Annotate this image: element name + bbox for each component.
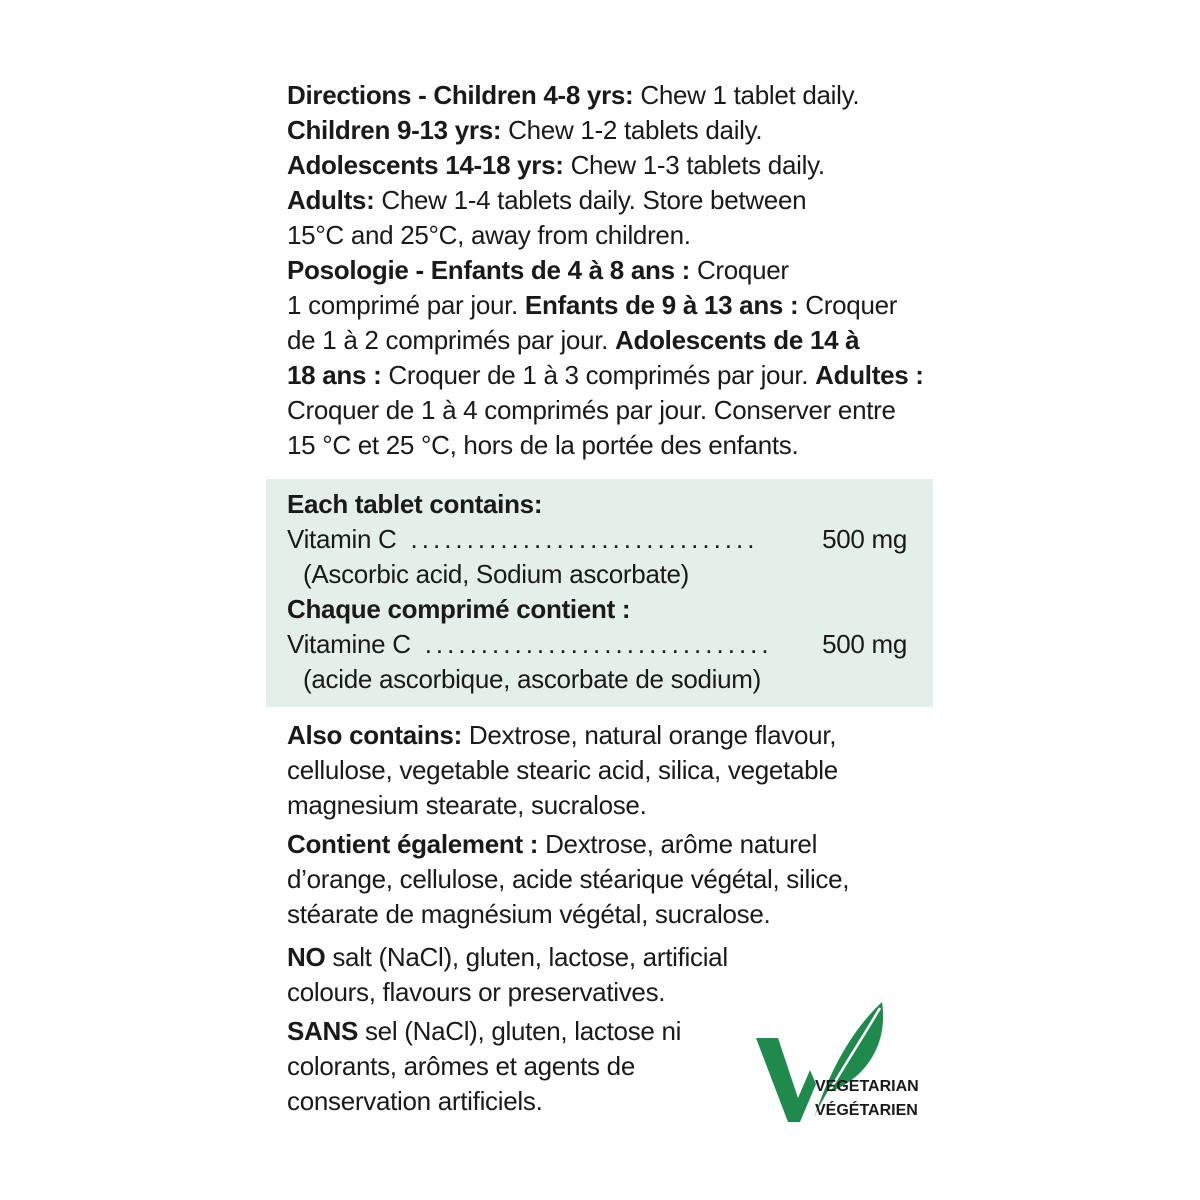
directions-adults-label: Adults: bbox=[287, 185, 375, 215]
ingredients-fr-heading-text: Chaque comprimé contient : bbox=[287, 594, 631, 624]
vegetarian-badge-text bbox=[815, 1075, 919, 1123]
ingredient-fr-amount: 500 mg bbox=[822, 629, 907, 659]
posologie-line4-label-b: Adultes : bbox=[815, 360, 924, 390]
free-from-fr-line3: conservation artificiels. bbox=[287, 1086, 543, 1116]
ingredient-en-name: Vitamin C bbox=[287, 524, 397, 554]
free-from-en-label: NO bbox=[287, 942, 326, 972]
also-contains-fr-line2: d’orange, cellulose, acide stéarique végétal, silice, bbox=[287, 864, 850, 894]
posologie-line1-label: Posologie - Enfants de 4 à 8 ans : bbox=[287, 255, 691, 285]
also-contains-english bbox=[287, 718, 937, 823]
posologie-line2-text: 1 comprimé par jour. bbox=[287, 290, 525, 320]
posologie-line3-text: de 1 à 2 comprimés par jour. bbox=[287, 325, 616, 355]
free-from-fr-line1: sel (NaCl), gluten, lactose ni bbox=[358, 1016, 682, 1046]
posologie-line3-label: Adolescents de 14 à bbox=[615, 325, 860, 355]
posologie-line4-label: 18 ans : bbox=[287, 360, 382, 390]
directions-english bbox=[287, 78, 937, 253]
ingredient-fr-source: (acide ascorbique, ascorbate de sodium) bbox=[303, 664, 762, 694]
also-contains-en-line2: cellulose, vegetable stearic acid, silica, vegetable bbox=[287, 755, 838, 785]
directions-children-4-8-text: Chew 1 tablet daily. bbox=[633, 80, 860, 110]
ingredient-en-source: (Ascorbic acid, Sodium ascorbate) bbox=[303, 559, 690, 589]
posologie-line6-text: 15 °C et 25 °C, hors de la portée des enfants. bbox=[287, 430, 799, 460]
directions-section bbox=[287, 78, 937, 463]
directions-french bbox=[287, 253, 937, 463]
ingredient-row-en bbox=[287, 522, 907, 557]
directions-adolescents-label: Adolescents 14-18 yrs: bbox=[287, 150, 564, 180]
directions-children-9-13-text: Chew 1-2 tablets daily. bbox=[501, 115, 763, 145]
directions-adults-text-line2: 15°C and 25°C, away from children. bbox=[287, 220, 691, 250]
posologie-line4-text: Croquer de 1 à 3 comprimés par jour. bbox=[381, 360, 816, 390]
ingredient-fr-name: Vitamine C bbox=[287, 629, 411, 659]
ingredients-en-heading-text: Each tablet contains: bbox=[287, 489, 543, 519]
also-contains-en-label: Also contains: bbox=[287, 720, 462, 750]
directions-children-9-13-label: Children 9-13 yrs: bbox=[287, 115, 502, 145]
ingredient-fr-dot-leader: ............................... bbox=[424, 629, 773, 659]
posologie-line2-text-b: Croquer bbox=[798, 290, 898, 320]
free-from-en-line1: salt (NaCl), gluten, lactose, artificial bbox=[325, 942, 728, 972]
ingredients-en-heading bbox=[287, 487, 907, 522]
also-contains-fr-label: Contient également : bbox=[287, 829, 539, 859]
also-contains-en-line3: magnesium stearate, sucralose. bbox=[287, 790, 647, 820]
also-contains-fr-line1: Dextrose, arôme naturel bbox=[538, 829, 818, 859]
medicinal-ingredients-content bbox=[287, 487, 907, 697]
also-contains-en-line1: Dextrose, natural orange flavour, bbox=[461, 720, 837, 750]
ingredient-row-fr bbox=[287, 627, 907, 662]
section-spacer bbox=[287, 932, 937, 940]
medicinal-ingredients-box bbox=[266, 479, 933, 707]
free-from-fr-label: SANS bbox=[287, 1016, 359, 1046]
directions-adolescents-text: Chew 1-3 tablets daily. bbox=[563, 150, 825, 180]
directions-adults-text-line1: Chew 1-4 tablets daily. Store between bbox=[374, 185, 807, 215]
posologie-line1-text: Croquer bbox=[690, 255, 789, 285]
ingredient-en-amount: 500 mg bbox=[822, 524, 907, 554]
also-contains-french bbox=[287, 827, 937, 932]
vegetarian-label-fr: VÉGÉTARIEN bbox=[815, 1102, 918, 1119]
ingredients-fr-heading bbox=[287, 592, 907, 627]
directions-children-4-8-label: Directions - Children 4-8 yrs: bbox=[287, 80, 634, 110]
free-from-fr-line2: colorants, arômes et agents de bbox=[287, 1051, 635, 1081]
vegetarian-label-en: VEGETARIAN bbox=[815, 1078, 919, 1095]
posologie-line2-label: Enfants de 9 à 13 ans : bbox=[524, 290, 799, 320]
also-contains-fr-line3: stéarate de magnésium végétal, sucralose. bbox=[287, 899, 771, 929]
posologie-line5-text: Croquer de 1 à 4 comprimés par jour. Conserver entre bbox=[287, 395, 896, 425]
free-from-en-line2: colours, flavours or preservatives. bbox=[287, 977, 666, 1007]
v-letter-shape bbox=[756, 1038, 816, 1122]
ingredient-en-dot-leader: ............................... bbox=[410, 524, 759, 554]
